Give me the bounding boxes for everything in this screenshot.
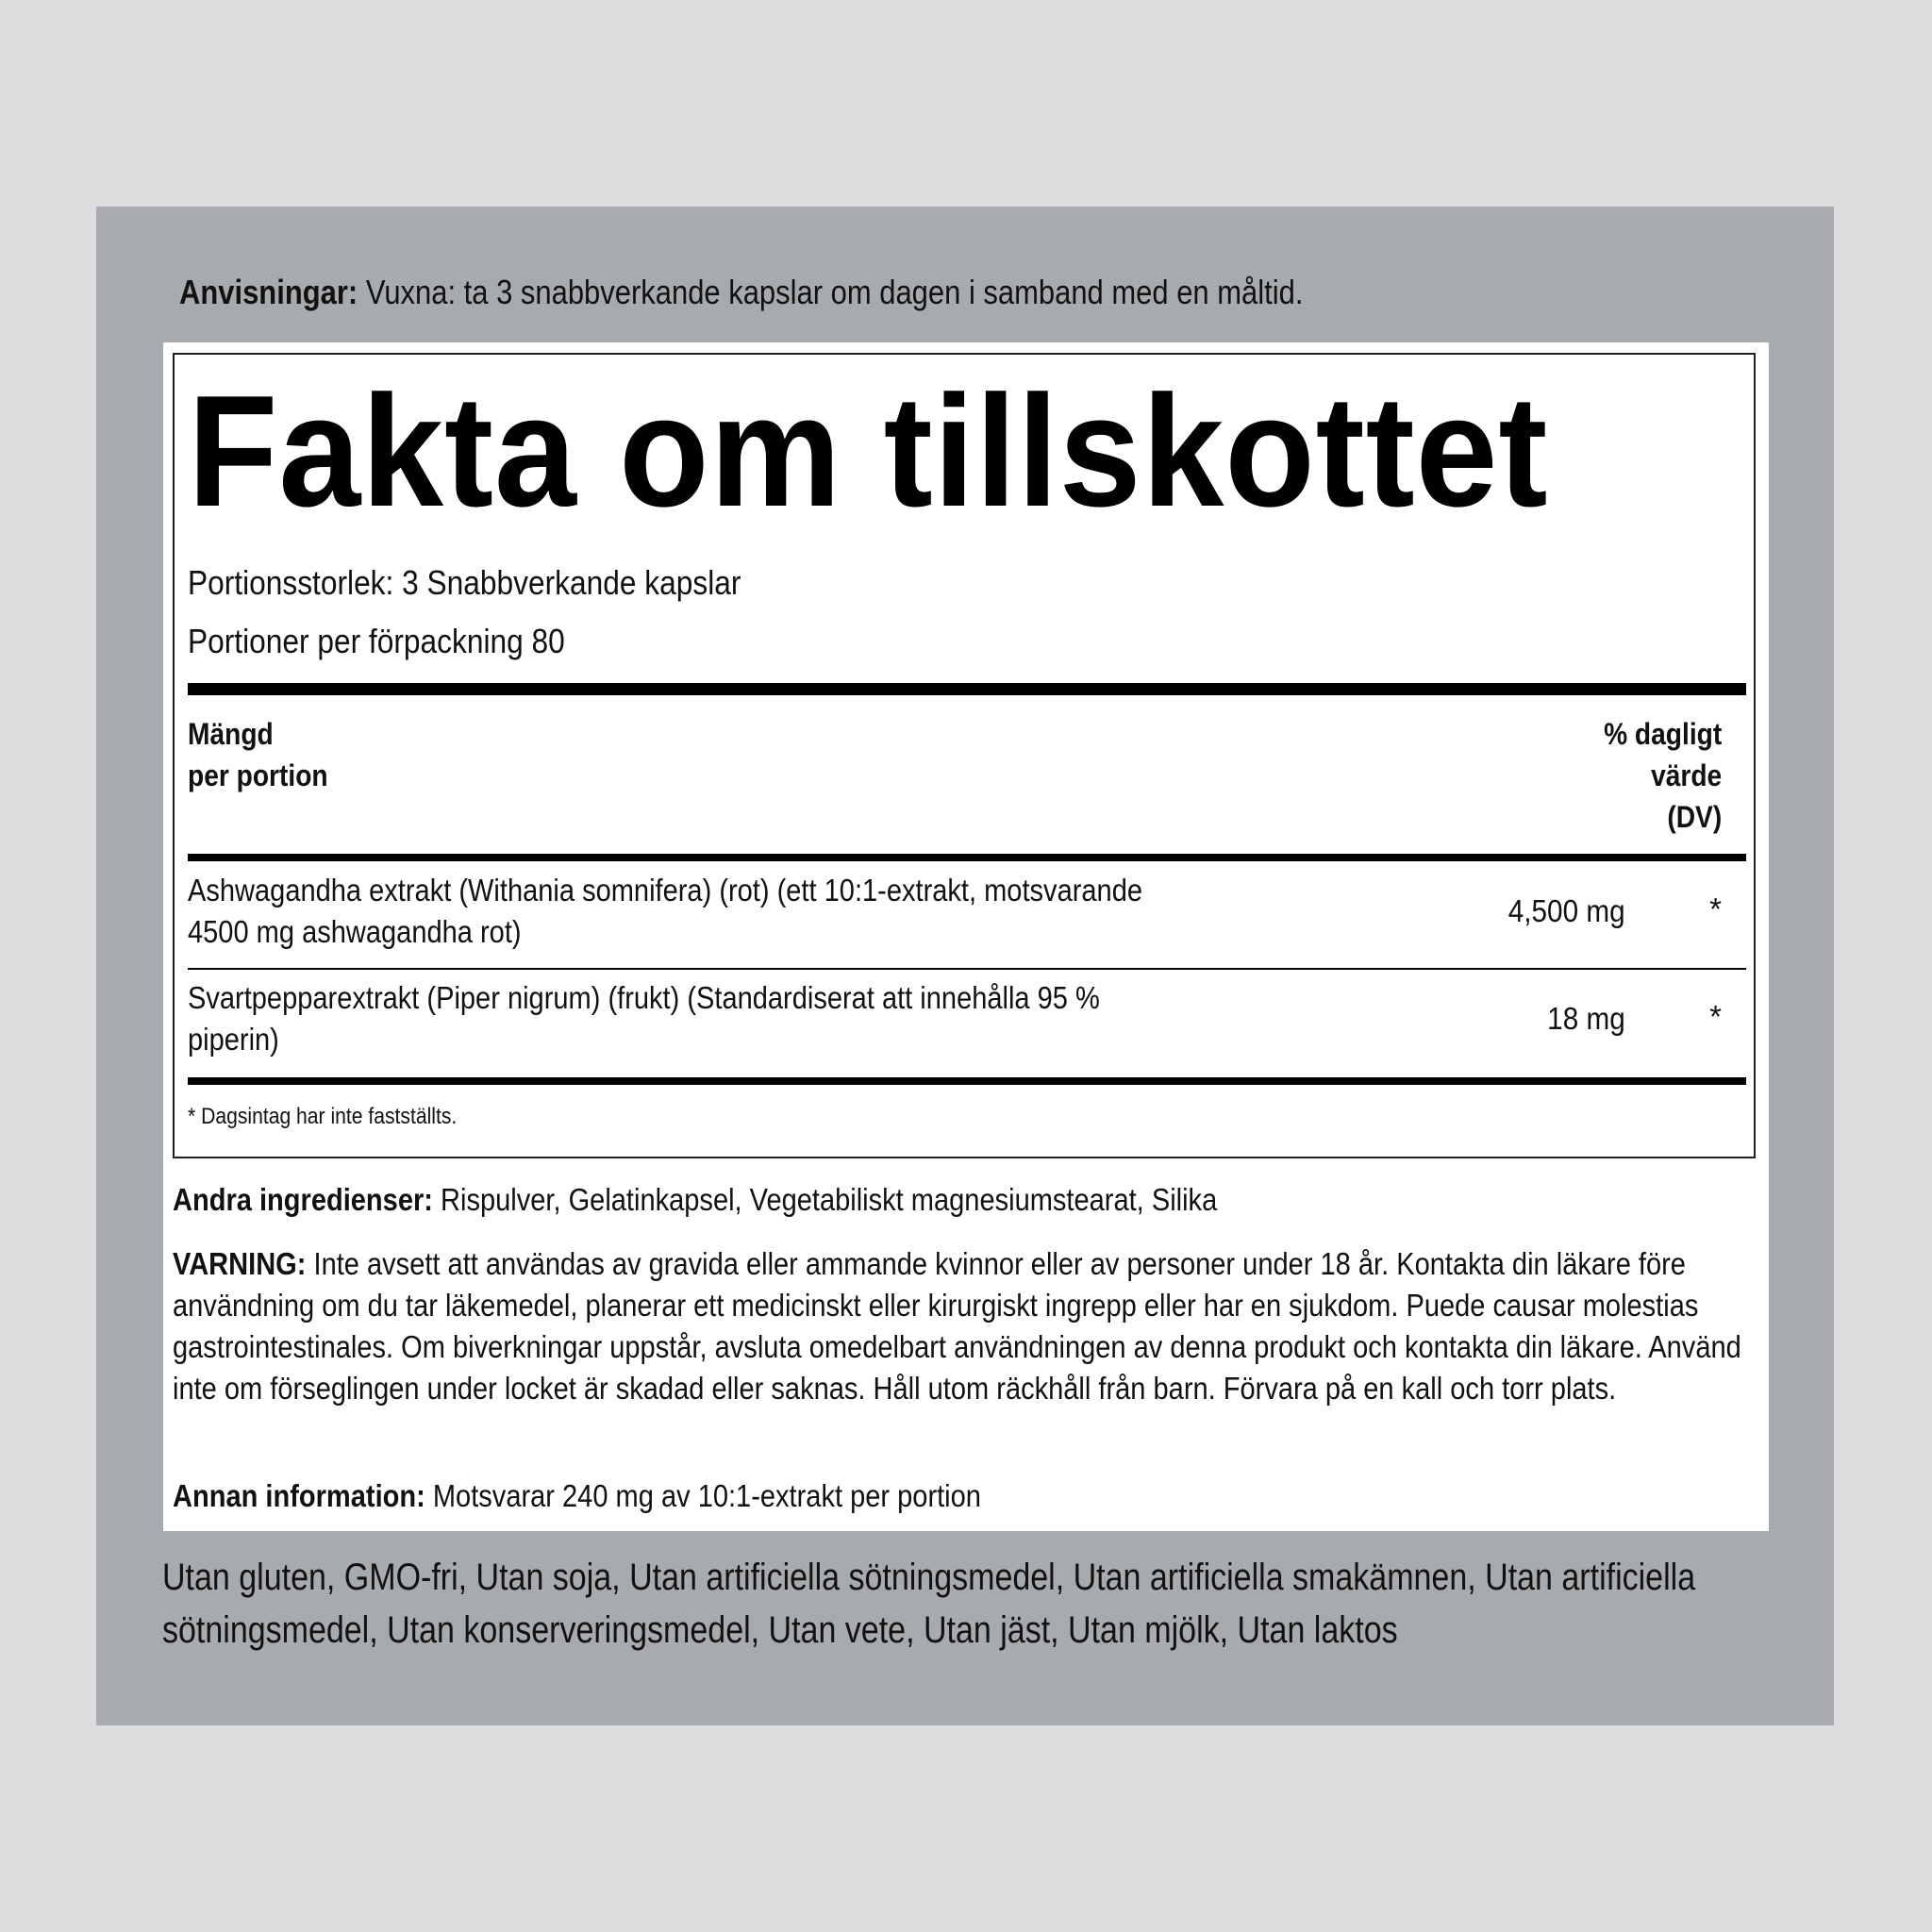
ingredient-daily-value: * xyxy=(1709,891,1722,926)
divider-thin xyxy=(188,968,1746,970)
other-ingredients xyxy=(173,1179,1217,1221)
directions-text: Vuxna: ta 3 snabbverkande kapslar om dagen i samband med en måltid. xyxy=(358,273,1304,311)
dv-header-line1: % dagligt xyxy=(1603,717,1722,751)
warning-text: Inte avsett att användas av gravida eller ammande kvinnor eller av personer under 18 år. Kontakta din läkare före användning om du tar läkemedel, planerar ett medicinskt eller kirurgiskt ingrepp eller har en sjukdom. Puede causar molestias gastrointestinales. Om biverkningar uppstår, avsluta omedelbart användningen av denna produkt och kontakta din läkare. Använd inte om förseglingen under locket är skadad eller saknas. Håll utom räckhåll från barn. Förvara på en kall och torr plats. xyxy=(173,1246,1741,1406)
ingredient-amount: 18 mg xyxy=(1547,1001,1625,1036)
amount-header-line2: per portion xyxy=(188,758,328,792)
dv-header-line3: (DV) xyxy=(1667,800,1722,834)
daily-value-footnote: * Dagsintag har inte fastställts. xyxy=(188,1104,458,1129)
amount-per-serving-header xyxy=(188,713,328,796)
supplement-facts-box xyxy=(173,353,1756,1158)
ingredient-name: Ashwagandha extrakt (Withania somnifera) (rot) (ett 10:1-extrakt, motsvarande 4500 mg ashwagandha rot) xyxy=(188,873,1142,949)
divider-medium xyxy=(188,1077,1746,1085)
divider-thick xyxy=(188,683,1746,695)
other-ingredients-text: Rispulver, Gelatinkapsel, Vegetabiliskt magnesiumstearat, Silika xyxy=(432,1182,1218,1217)
other-information xyxy=(173,1475,981,1517)
directions xyxy=(179,270,1558,315)
dv-header-line2: värde xyxy=(1650,758,1722,792)
warning xyxy=(173,1243,1758,1409)
divider-medium xyxy=(188,854,1746,861)
other-information-label: Annan information: xyxy=(173,1478,425,1513)
other-ingredients-label: Andra ingredienser: xyxy=(173,1182,433,1217)
ingredient-amount: 4,500 mg xyxy=(1508,893,1625,928)
directions-label: Anvisningar: xyxy=(179,273,358,311)
other-information-text: Motsvarar 240 mg av 10:1-extrakt per portion xyxy=(425,1478,981,1513)
amount-header-line1: Mängd xyxy=(188,717,274,751)
serving-size: Portionsstorlek: 3 Snabbverkande kapslar xyxy=(188,563,741,602)
daily-value-header xyxy=(1604,713,1722,838)
warning-label: VARNING: xyxy=(173,1246,307,1281)
free-from-claims: Utan gluten, GMO-fri, Utan soja, Utan artificiella sötningsmedel, Utan artificiella smakämnen, Utan artificiella sötningsmedel, Utan konserveringsmedel, Utan vete, Utan jäst, Utan mjölk, Utan laktos xyxy=(162,1557,1696,1651)
ingredient-name: Svartpepparextrakt (Piper nigrum) (frukt) (Standardiserat att innehålla 95 % piperin) xyxy=(188,980,1100,1057)
facts-title: Fakta om tillskottet xyxy=(188,362,1549,540)
servings-per-container: Portioner per förpackning 80 xyxy=(188,622,565,660)
ingredient-daily-value: * xyxy=(1709,999,1722,1034)
